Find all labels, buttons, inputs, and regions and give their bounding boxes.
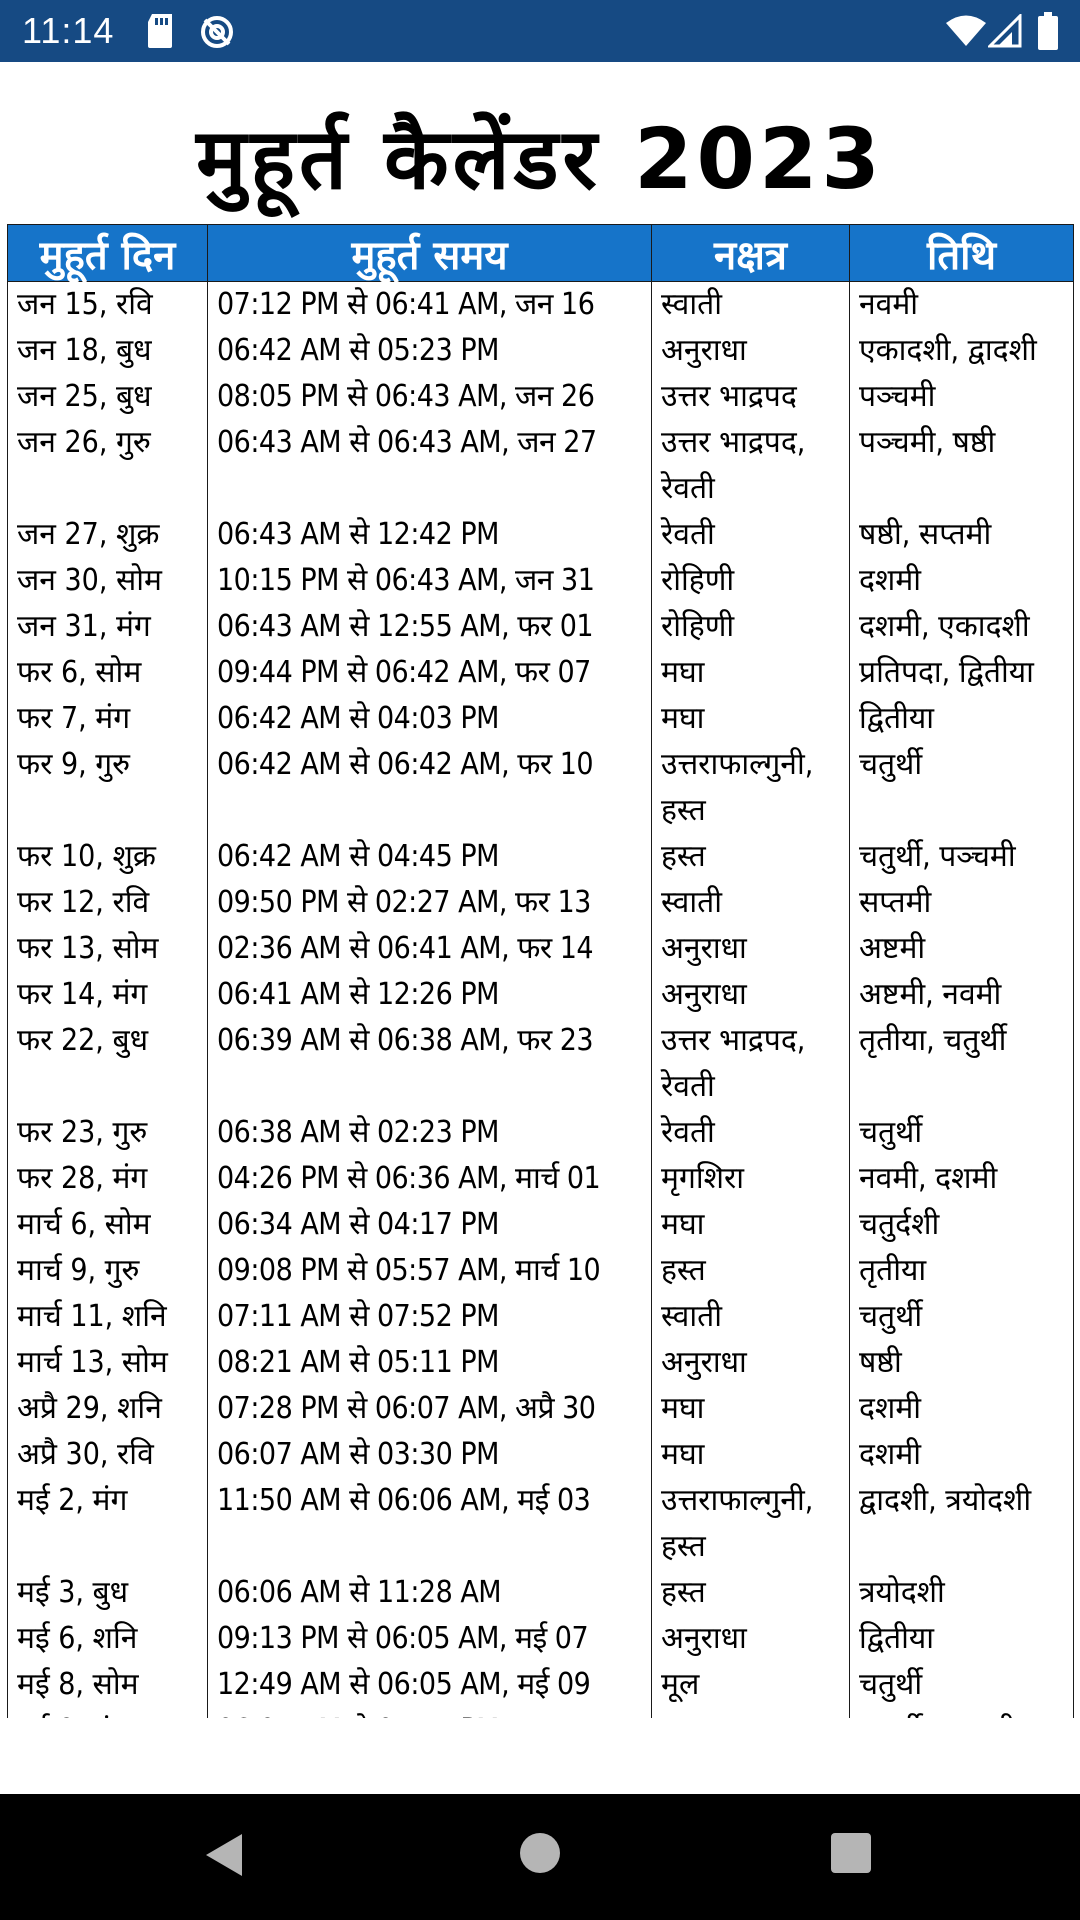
table-row: [8, 742, 1074, 834]
table-row: [8, 1386, 1074, 1432]
cell-time: 10:15 PM से 06:43 AM, जन 31: [208, 558, 652, 604]
cell-tithi: त्रयोदशी: [850, 1570, 1074, 1616]
cell-day: मई 3, बुध: [8, 1570, 208, 1616]
cell-tithi: चतुर्दशी: [850, 1202, 1074, 1248]
navigation-bar: [0, 1794, 1080, 1920]
cell-time: 06:43 AM से 12:55 AM, फर 01: [208, 604, 652, 650]
cell-nakshatra: मूल: [652, 1662, 850, 1708]
table-row: [8, 1662, 1074, 1708]
cell-tithi: द्वादशी, त्रयोदशी: [850, 1478, 1074, 1570]
table-row: [8, 558, 1074, 604]
content-area[interactable]: [0, 62, 1080, 1794]
cell-day: फर 10, शुक्र: [8, 834, 208, 880]
cell-time: 07:11 AM से 07:52 PM: [208, 1294, 652, 1340]
table-section-gap: [0, 1718, 1080, 1758]
table-row: [8, 650, 1074, 696]
cell-day: जन 26, गुरु: [8, 420, 208, 512]
cell-nakshatra: उत्तर भाद्रपद, रेवती: [652, 420, 850, 512]
cell-time: 09:13 PM से 06:05 AM, मई 07: [208, 1616, 652, 1662]
cell-time: 09:08 PM से 05:57 AM, मार्च 10: [208, 1248, 652, 1294]
cell-time: 06:34 AM से 04:17 PM: [208, 1202, 652, 1248]
cell-day: फर 13, सोम: [8, 926, 208, 972]
cell-day: जन 15, रवि: [8, 282, 208, 329]
table-row: [8, 1110, 1074, 1156]
home-icon[interactable]: [519, 1832, 561, 1878]
cell-nakshatra: मृगशिरा: [652, 1156, 850, 1202]
back-icon[interactable]: [204, 1832, 244, 1882]
cell-time: 06:41 AM से 12:26 PM: [208, 972, 652, 1018]
cell-time: 07:28 PM से 06:07 AM, अप्रै 30: [208, 1386, 652, 1432]
cell-time: 06:07 AM से 03:30 PM: [208, 1432, 652, 1478]
cell-time: 08:21 AM से 05:11 PM: [208, 1340, 652, 1386]
cell-day: मई 2, मंग: [8, 1478, 208, 1570]
table-row: [8, 926, 1074, 972]
header-muhurat-time: मुहूर्त समय: [208, 225, 652, 282]
table-row: [8, 696, 1074, 742]
muhurat-table-container: [7, 224, 1073, 1754]
cell-nakshatra: स्वाती: [652, 282, 850, 329]
cell-day: मई 6, शनि: [8, 1616, 208, 1662]
table-header-row: [8, 225, 1074, 282]
cell-tithi: पञ्चमी, षष्ठी: [850, 420, 1074, 512]
cell-day: जन 30, सोम: [8, 558, 208, 604]
table-row: [8, 1478, 1074, 1570]
cell-nakshatra: मघा: [652, 1386, 850, 1432]
cell-time: 06:42 AM से 04:03 PM: [208, 696, 652, 742]
cell-nakshatra: रोहिणी: [652, 558, 850, 604]
table-row: [8, 604, 1074, 650]
cell-tithi: एकादशी, द्वादशी: [850, 328, 1074, 374]
table-row: [8, 1616, 1074, 1662]
cell-day: फर 14, मंग: [8, 972, 208, 1018]
cell-tithi: तृतीया, चतुर्थी: [850, 1018, 1074, 1110]
cell-day: मार्च 6, सोम: [8, 1202, 208, 1248]
cell-day: फर 23, गुरु: [8, 1110, 208, 1156]
table-row: [8, 1570, 1074, 1616]
table-row: [8, 328, 1074, 374]
cell-tithi: नवमी, दशमी: [850, 1156, 1074, 1202]
cell-time: 06:38 AM से 02:23 PM: [208, 1110, 652, 1156]
cell-day: जन 27, शुक्र: [8, 512, 208, 558]
sd-card-icon: [146, 14, 174, 52]
cell-nakshatra: उत्तर भाद्रपद, रेवती: [652, 1018, 850, 1110]
table-row: [8, 972, 1074, 1018]
cell-time: 06:42 AM से 06:42 AM, फर 10: [208, 742, 652, 834]
cell-tithi: षष्ठी, सप्तमी: [850, 512, 1074, 558]
cell-nakshatra: अनुराधा: [652, 328, 850, 374]
cell-nakshatra: अनुराधा: [652, 926, 850, 972]
cell-tithi: अष्टमी, नवमी: [850, 972, 1074, 1018]
cell-time: 09:44 PM से 06:42 AM, फर 07: [208, 650, 652, 696]
cell-day: मार्च 11, शनि: [8, 1294, 208, 1340]
cell-tithi: चतुर्थी: [850, 742, 1074, 834]
table-row: [8, 834, 1074, 880]
cell-time: 06:39 AM से 06:38 AM, फर 23: [208, 1018, 652, 1110]
cell-day: फर 6, सोम: [8, 650, 208, 696]
cell-tithi: प्रतिपदा, द्वितीया: [850, 650, 1074, 696]
cell-tithi: पञ्चमी: [850, 374, 1074, 420]
cell-nakshatra: हस्त: [652, 1248, 850, 1294]
wifi-icon: [946, 14, 986, 50]
cell-time: 08:05 PM से 06:43 AM, जन 26: [208, 374, 652, 420]
cell-nakshatra: स्वाती: [652, 880, 850, 926]
cell-day: फर 28, मंग: [8, 1156, 208, 1202]
cell-time: 07:12 PM से 06:41 AM, जन 16: [208, 282, 652, 329]
cell-nakshatra: रेवती: [652, 1110, 850, 1156]
table-row: [8, 1202, 1074, 1248]
cell-time: 02:36 AM से 06:41 AM, फर 14: [208, 926, 652, 972]
cell-time: 06:06 AM से 11:28 AM: [208, 1570, 652, 1616]
table-row: [8, 880, 1074, 926]
cell-day: अप्रै 30, रवि: [8, 1432, 208, 1478]
cell-nakshatra: हस्त: [652, 834, 850, 880]
table-row: [8, 1156, 1074, 1202]
cell-nakshatra: रोहिणी: [652, 604, 850, 650]
cell-tithi: चतुर्थी: [850, 1294, 1074, 1340]
header-muhurat-day: मुहूर्त दिन: [8, 225, 208, 282]
battery-icon: [1038, 12, 1058, 54]
cell-tithi: अष्टमी: [850, 926, 1074, 972]
table-row: [8, 1432, 1074, 1478]
cell-tithi: दशमी: [850, 558, 1074, 604]
cell-tithi: षष्ठी: [850, 1340, 1074, 1386]
cell-time: 09:50 PM से 02:27 AM, फर 13: [208, 880, 652, 926]
cell-time: 04:26 PM से 06:36 AM, मार्च 01: [208, 1156, 652, 1202]
cell-nakshatra: अनुराधा: [652, 1340, 850, 1386]
cell-tithi: द्वितीया: [850, 1616, 1074, 1662]
cell-nakshatra: मघा: [652, 1432, 850, 1478]
sync-icon: [199, 14, 235, 54]
cell-nakshatra: मघा: [652, 650, 850, 696]
table-row: [8, 1294, 1074, 1340]
cell-time: 11:50 AM से 06:06 AM, मई 03: [208, 1478, 652, 1570]
cell-nakshatra: अनुराधा: [652, 972, 850, 1018]
table-row: [8, 512, 1074, 558]
cell-nakshatra: उत्तराफाल्गुनी, हस्त: [652, 742, 850, 834]
table-row: [8, 1340, 1074, 1386]
status-time: 11:14: [22, 10, 115, 51]
cell-tithi: चतुर्थी: [850, 1662, 1074, 1708]
cell-tithi: द्वितीया: [850, 696, 1074, 742]
cell-tithi: चतुर्थी: [850, 1110, 1074, 1156]
cell-nakshatra: स्वाती: [652, 1294, 850, 1340]
cell-day: जन 18, बुध: [8, 328, 208, 374]
cell-tithi: दशमी: [850, 1432, 1074, 1478]
signal-icon: [988, 14, 1022, 52]
cell-nakshatra: उत्तराफाल्गुनी, हस्त: [652, 1478, 850, 1570]
cell-tithi: दशमी, एकादशी: [850, 604, 1074, 650]
cell-tithi: दशमी: [850, 1386, 1074, 1432]
table-row: [8, 282, 1074, 329]
cell-time: 06:43 AM से 12:42 PM: [208, 512, 652, 558]
page-title: मुहूर्त कैलेंडर 2023: [196, 110, 884, 208]
recents-icon[interactable]: [830, 1832, 872, 1878]
cell-day: फर 7, मंग: [8, 696, 208, 742]
muhurat-table: [7, 224, 1074, 1754]
cell-tithi: तृतीया: [850, 1248, 1074, 1294]
cell-nakshatra: रेवती: [652, 512, 850, 558]
header-nakshatra: नक्षत्र: [652, 225, 850, 282]
cell-day: मार्च 13, सोम: [8, 1340, 208, 1386]
cell-day: जन 25, बुध: [8, 374, 208, 420]
cell-day: फर 12, रवि: [8, 880, 208, 926]
cell-tithi: चतुर्थी, पञ्चमी: [850, 834, 1074, 880]
cell-tithi: सप्तमी: [850, 880, 1074, 926]
cell-tithi: नवमी: [850, 282, 1074, 329]
cell-day: अप्रै 29, शनि: [8, 1386, 208, 1432]
cell-nakshatra: मघा: [652, 696, 850, 742]
cell-time: 06:42 AM से 05:23 PM: [208, 328, 652, 374]
cell-nakshatra: अनुराधा: [652, 1616, 850, 1662]
cell-time: 06:42 AM से 04:45 PM: [208, 834, 652, 880]
header-tithi: तिथि: [850, 225, 1074, 282]
cell-day: जन 31, मंग: [8, 604, 208, 650]
table-row: [8, 374, 1074, 420]
cell-day: मार्च 9, गुरु: [8, 1248, 208, 1294]
cell-day: फर 9, गुरु: [8, 742, 208, 834]
cell-nakshatra: हस्त: [652, 1570, 850, 1616]
cell-time: 06:43 AM से 06:43 AM, जन 27: [208, 420, 652, 512]
table-row: [8, 1248, 1074, 1294]
cell-day: फर 22, बुध: [8, 1018, 208, 1110]
cell-time: 12:49 AM से 06:05 AM, मई 09: [208, 1662, 652, 1708]
status-bar: [0, 0, 1080, 62]
table-row: [8, 1018, 1074, 1110]
table-row: [8, 420, 1074, 512]
cell-day: मई 8, सोम: [8, 1662, 208, 1708]
cell-nakshatra: उत्तर भाद्रपद: [652, 374, 850, 420]
cell-nakshatra: मघा: [652, 1202, 850, 1248]
